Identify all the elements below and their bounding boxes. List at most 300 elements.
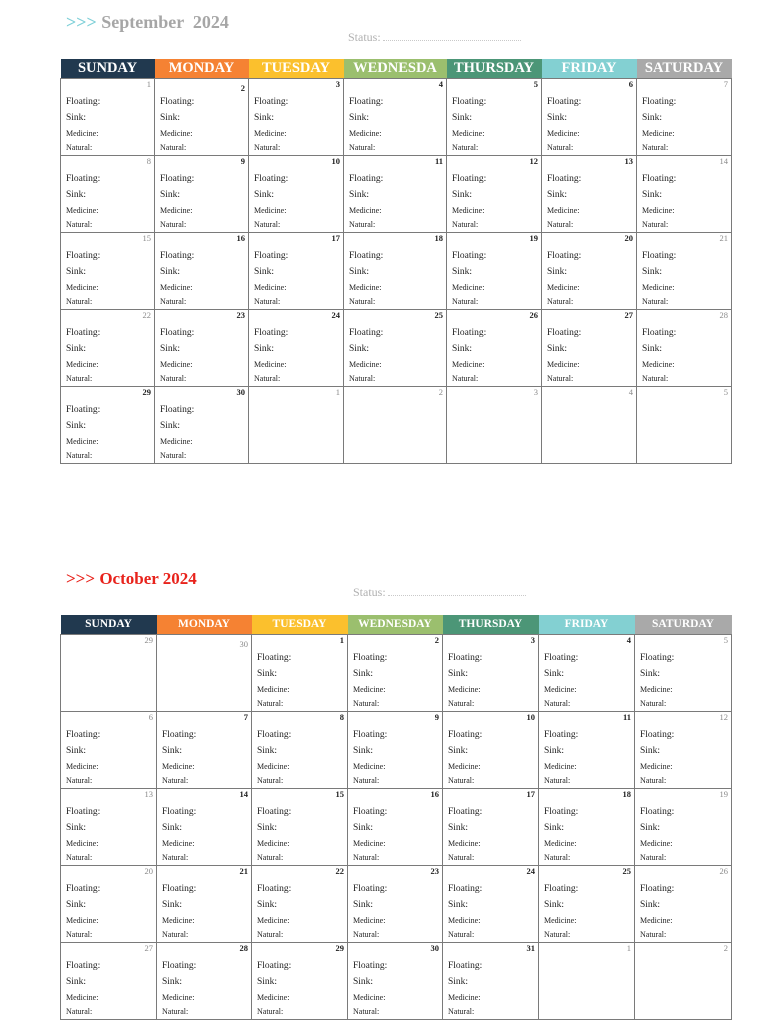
floating-label: Floating: <box>353 884 388 894</box>
medicine-label: Medicine: <box>547 129 580 138</box>
sink-label: Sink: <box>642 344 663 354</box>
day-cell[interactable] <box>447 79 542 156</box>
floating-label: Floating: <box>66 730 101 740</box>
natural-label: Natural: <box>349 143 376 152</box>
day-cell[interactable] <box>637 387 732 464</box>
day-cell[interactable] <box>637 310 732 387</box>
sink-label: Sink: <box>349 113 370 123</box>
floating-label: Floating: <box>349 328 384 338</box>
natural-label: Natural: <box>448 930 475 939</box>
natural-label: Natural: <box>66 853 93 862</box>
day-cell[interactable] <box>252 712 348 789</box>
day-cell[interactable] <box>539 943 635 1020</box>
day-cell[interactable] <box>635 635 732 712</box>
day-number: 28 <box>719 310 728 320</box>
week-row <box>61 310 732 387</box>
day-number: 16 <box>236 233 245 243</box>
september-arrows: >>> <box>66 12 97 32</box>
day-cell[interactable] <box>157 866 252 943</box>
day-number: 21 <box>239 866 248 876</box>
day-cell[interactable] <box>157 789 252 866</box>
day-cell[interactable] <box>252 789 348 866</box>
day-cell[interactable] <box>539 789 635 866</box>
natural-label: Natural: <box>162 1007 189 1016</box>
day-number: 6 <box>148 712 153 722</box>
day-cell[interactable] <box>637 233 732 310</box>
day-cell[interactable] <box>61 712 157 789</box>
day-cell[interactable] <box>443 635 539 712</box>
day-cell[interactable] <box>252 866 348 943</box>
floating-label: Floating: <box>66 884 101 894</box>
sink-label: Sink: <box>254 267 275 277</box>
floating-label: Floating: <box>254 251 289 261</box>
floating-label: Floating: <box>66 405 101 415</box>
day-cell[interactable] <box>249 233 344 310</box>
day-number: 2 <box>240 83 245 93</box>
day-cell[interactable] <box>249 387 344 464</box>
week-row <box>61 79 732 156</box>
floating-label: Floating: <box>162 961 197 971</box>
day-cell[interactable] <box>348 635 443 712</box>
floating-label: Floating: <box>353 653 388 663</box>
floating-label: Floating: <box>544 884 579 894</box>
september-status[interactable] <box>348 30 521 45</box>
medicine-label: Medicine: <box>66 839 99 848</box>
day-cell[interactable] <box>249 310 344 387</box>
day-cell[interactable] <box>539 635 635 712</box>
september-header-wednesday: WEDNESDA <box>344 59 447 79</box>
day-cell[interactable] <box>447 387 542 464</box>
medicine-label: Medicine: <box>66 206 99 215</box>
medicine-label: Medicine: <box>257 685 290 694</box>
medicine-label: Medicine: <box>547 283 580 292</box>
medicine-label: Medicine: <box>544 762 577 771</box>
day-cell[interactable] <box>61 943 157 1020</box>
september-header-monday: MONDAY <box>155 59 249 79</box>
medicine-label: Medicine: <box>66 360 99 369</box>
day-cell[interactable] <box>542 156 637 233</box>
day-number: 19 <box>529 233 538 243</box>
sink-label: Sink: <box>353 977 374 987</box>
natural-label: Natural: <box>66 374 93 383</box>
natural-label: Natural: <box>66 1007 93 1016</box>
day-cell[interactable] <box>61 156 155 233</box>
day-cell[interactable] <box>249 156 344 233</box>
floating-label: Floating: <box>257 807 292 817</box>
natural-label: Natural: <box>452 297 479 306</box>
day-number: 9 <box>240 156 245 166</box>
medicine-label: Medicine: <box>353 839 386 848</box>
day-cell[interactable] <box>155 233 249 310</box>
medicine-label: Medicine: <box>642 360 675 369</box>
day-cell[interactable] <box>344 387 447 464</box>
medicine-label: Medicine: <box>353 916 386 925</box>
day-number: 10 <box>526 712 535 722</box>
medicine-label: Medicine: <box>162 839 195 848</box>
day-number: 4 <box>626 635 631 645</box>
day-number: 10 <box>331 156 340 166</box>
day-cell[interactable] <box>443 789 539 866</box>
floating-label: Floating: <box>160 328 195 338</box>
sink-label: Sink: <box>160 267 181 277</box>
sink-label: Sink: <box>66 977 87 987</box>
october-status-line <box>388 586 526 596</box>
day-cell[interactable] <box>348 789 443 866</box>
sink-label: Sink: <box>448 746 469 756</box>
natural-label: Natural: <box>547 220 574 229</box>
natural-label: Natural: <box>640 699 667 708</box>
day-cell[interactable] <box>155 156 249 233</box>
day-cell[interactable] <box>348 866 443 943</box>
medicine-label: Medicine: <box>452 206 485 215</box>
sink-label: Sink: <box>547 267 568 277</box>
sink-label: Sink: <box>452 113 473 123</box>
day-number: 30 <box>236 387 245 397</box>
day-cell[interactable] <box>637 79 732 156</box>
natural-label: Natural: <box>452 374 479 383</box>
september-calendar <box>60 59 732 464</box>
day-number: 7 <box>723 79 728 89</box>
natural-label: Natural: <box>448 699 475 708</box>
natural-label: Natural: <box>160 451 187 460</box>
medicine-label: Medicine: <box>257 839 290 848</box>
medicine-label: Medicine: <box>254 129 287 138</box>
natural-label: Natural: <box>160 297 187 306</box>
floating-label: Floating: <box>452 174 487 184</box>
sink-label: Sink: <box>254 344 275 354</box>
floating-label: Floating: <box>642 97 677 107</box>
october-header-thursday: THURSDAY <box>443 615 539 635</box>
medicine-label: Medicine: <box>160 360 193 369</box>
medicine-label: Medicine: <box>353 762 386 771</box>
day-cell[interactable] <box>61 310 155 387</box>
day-number: 20 <box>624 233 633 243</box>
september-header-sunday: SUNDAY <box>61 59 155 79</box>
floating-label: Floating: <box>66 97 101 107</box>
natural-label: Natural: <box>642 374 669 383</box>
september-header-saturday: SATURDAY <box>637 59 732 79</box>
day-cell[interactable] <box>155 310 249 387</box>
natural-label: Natural: <box>160 220 187 229</box>
sink-label: Sink: <box>349 344 370 354</box>
medicine-label: Medicine: <box>353 993 386 1002</box>
floating-label: Floating: <box>353 730 388 740</box>
medicine-label: Medicine: <box>349 129 382 138</box>
floating-label: Floating: <box>547 251 582 261</box>
sink-label: Sink: <box>66 421 87 431</box>
week-row <box>61 789 732 866</box>
week-row <box>61 387 732 464</box>
medicine-label: Medicine: <box>66 129 99 138</box>
day-number: 15 <box>142 233 151 243</box>
day-number: 18 <box>434 233 443 243</box>
day-number: 1 <box>626 943 631 953</box>
day-cell[interactable] <box>443 712 539 789</box>
medicine-label: Medicine: <box>66 993 99 1002</box>
natural-label: Natural: <box>257 853 284 862</box>
floating-label: Floating: <box>254 174 289 184</box>
day-number: 24 <box>526 866 535 876</box>
day-cell[interactable] <box>542 233 637 310</box>
day-cell[interactable] <box>539 712 635 789</box>
day-number: 27 <box>624 310 633 320</box>
day-cell[interactable] <box>61 789 157 866</box>
day-cell[interactable] <box>635 943 732 1020</box>
natural-label: Natural: <box>640 853 667 862</box>
medicine-label: Medicine: <box>257 916 290 925</box>
day-cell[interactable] <box>443 866 539 943</box>
day-cell[interactable] <box>252 943 348 1020</box>
day-number: 28 <box>239 943 248 953</box>
natural-label: Natural: <box>353 930 380 939</box>
day-cell[interactable] <box>155 79 249 156</box>
floating-label: Floating: <box>642 251 677 261</box>
natural-label: Natural: <box>452 220 479 229</box>
floating-label: Floating: <box>448 730 483 740</box>
october-status[interactable] <box>353 585 526 600</box>
floating-label: Floating: <box>547 174 582 184</box>
sink-label: Sink: <box>544 669 565 679</box>
day-number: 14 <box>719 156 728 166</box>
sink-label: Sink: <box>257 669 278 679</box>
floating-label: Floating: <box>254 328 289 338</box>
natural-label: Natural: <box>452 143 479 152</box>
floating-label: Floating: <box>160 174 195 184</box>
day-number: 16 <box>430 789 439 799</box>
floating-label: Floating: <box>160 251 195 261</box>
day-cell[interactable] <box>61 233 155 310</box>
day-number: 4 <box>628 387 633 397</box>
september-header-row <box>61 59 732 79</box>
floating-label: Floating: <box>257 730 292 740</box>
october-header-tuesday: TUESDAY <box>252 615 348 635</box>
medicine-label: Medicine: <box>448 993 481 1002</box>
day-cell[interactable] <box>157 635 252 712</box>
day-cell[interactable] <box>348 943 443 1020</box>
day-cell[interactable] <box>542 79 637 156</box>
natural-label: Natural: <box>640 776 667 785</box>
floating-label: Floating: <box>162 884 197 894</box>
sink-label: Sink: <box>642 267 663 277</box>
day-number: 2 <box>434 635 439 645</box>
october-header-wednesday: WEDNESDAY <box>348 615 443 635</box>
sink-label: Sink: <box>66 113 87 123</box>
day-cell[interactable] <box>155 387 249 464</box>
sink-label: Sink: <box>66 344 87 354</box>
floating-label: Floating: <box>640 884 675 894</box>
day-number: 1 <box>335 387 340 397</box>
day-cell[interactable] <box>542 310 637 387</box>
day-number: 23 <box>236 310 245 320</box>
sink-label: Sink: <box>353 746 374 756</box>
sink-label: Sink: <box>257 746 278 756</box>
day-cell[interactable] <box>249 79 344 156</box>
day-cell[interactable] <box>157 712 252 789</box>
day-number: 13 <box>624 156 633 166</box>
natural-label: Natural: <box>353 853 380 862</box>
day-cell[interactable] <box>447 156 542 233</box>
floating-label: Floating: <box>254 97 289 107</box>
natural-label: Natural: <box>547 374 574 383</box>
floating-label: Floating: <box>544 653 579 663</box>
sink-label: Sink: <box>353 823 374 833</box>
day-cell[interactable] <box>539 866 635 943</box>
october-title <box>66 569 197 589</box>
medicine-label: Medicine: <box>640 685 673 694</box>
day-cell[interactable] <box>447 233 542 310</box>
october-header-friday: FRIDAY <box>539 615 635 635</box>
floating-label: Floating: <box>353 807 388 817</box>
day-cell[interactable] <box>61 635 157 712</box>
sink-label: Sink: <box>254 190 275 200</box>
natural-label: Natural: <box>544 699 571 708</box>
day-number: 17 <box>526 789 535 799</box>
day-number: 26 <box>719 866 728 876</box>
medicine-label: Medicine: <box>257 762 290 771</box>
day-number: 5 <box>723 387 728 397</box>
natural-label: Natural: <box>66 930 93 939</box>
floating-label: Floating: <box>257 961 292 971</box>
day-cell[interactable] <box>61 866 157 943</box>
sink-label: Sink: <box>448 823 469 833</box>
natural-label: Natural: <box>66 220 93 229</box>
day-cell[interactable] <box>443 943 539 1020</box>
medicine-label: Medicine: <box>349 360 382 369</box>
day-number: 24 <box>331 310 340 320</box>
day-cell[interactable] <box>252 635 348 712</box>
medicine-label: Medicine: <box>254 283 287 292</box>
sink-label: Sink: <box>640 900 661 910</box>
floating-label: Floating: <box>66 961 101 971</box>
october-title-text: October 2024 <box>99 569 197 588</box>
day-number: 6 <box>628 79 633 89</box>
day-number: 5 <box>723 635 728 645</box>
day-cell[interactable] <box>635 866 732 943</box>
medicine-label: Medicine: <box>544 685 577 694</box>
day-cell[interactable] <box>348 712 443 789</box>
natural-label: Natural: <box>257 930 284 939</box>
september-header-friday: FRIDAY <box>542 59 637 79</box>
day-number: 1 <box>339 635 344 645</box>
floating-label: Floating: <box>66 807 101 817</box>
september-header-thursday: THURSDAY <box>447 59 542 79</box>
medicine-label: Medicine: <box>162 762 195 771</box>
natural-label: Natural: <box>642 297 669 306</box>
natural-label: Natural: <box>349 220 376 229</box>
floating-label: Floating: <box>162 730 197 740</box>
medicine-label: Medicine: <box>642 283 675 292</box>
day-cell[interactable] <box>344 156 447 233</box>
day-cell[interactable] <box>635 789 732 866</box>
day-number: 8 <box>339 712 344 722</box>
sink-label: Sink: <box>547 113 568 123</box>
day-number: 26 <box>529 310 538 320</box>
day-cell[interactable] <box>157 943 252 1020</box>
medicine-label: Medicine: <box>452 283 485 292</box>
sink-label: Sink: <box>257 823 278 833</box>
natural-label: Natural: <box>160 143 187 152</box>
day-number: 7 <box>243 712 248 722</box>
natural-label: Natural: <box>257 699 284 708</box>
natural-label: Natural: <box>66 143 93 152</box>
floating-label: Floating: <box>448 884 483 894</box>
day-cell[interactable] <box>61 79 155 156</box>
floating-label: Floating: <box>160 97 195 107</box>
medicine-label: Medicine: <box>642 206 675 215</box>
natural-label: Natural: <box>254 297 281 306</box>
sink-label: Sink: <box>640 746 661 756</box>
natural-label: Natural: <box>162 930 189 939</box>
medicine-label: Medicine: <box>257 993 290 1002</box>
natural-label: Natural: <box>547 297 574 306</box>
natural-label: Natural: <box>349 297 376 306</box>
day-cell[interactable] <box>635 712 732 789</box>
natural-label: Natural: <box>544 853 571 862</box>
sink-label: Sink: <box>66 190 87 200</box>
day-number: 3 <box>533 387 538 397</box>
day-number: 2 <box>723 943 728 953</box>
day-cell[interactable] <box>61 387 155 464</box>
day-number: 9 <box>434 712 439 722</box>
medicine-label: Medicine: <box>640 839 673 848</box>
day-number: 4 <box>438 79 443 89</box>
september-header-tuesday: TUESDAY <box>249 59 344 79</box>
medicine-label: Medicine: <box>642 129 675 138</box>
day-cell[interactable] <box>542 387 637 464</box>
day-cell[interactable] <box>344 79 447 156</box>
medicine-label: Medicine: <box>160 129 193 138</box>
day-cell[interactable] <box>344 233 447 310</box>
natural-label: Natural: <box>160 374 187 383</box>
floating-label: Floating: <box>642 174 677 184</box>
medicine-label: Medicine: <box>66 283 99 292</box>
sink-label: Sink: <box>544 823 565 833</box>
day-cell[interactable] <box>637 156 732 233</box>
floating-label: Floating: <box>349 174 384 184</box>
sink-label: Sink: <box>66 267 87 277</box>
october-header-row <box>61 615 732 635</box>
sink-label: Sink: <box>162 977 183 987</box>
day-number: 21 <box>719 233 728 243</box>
sink-label: Sink: <box>349 267 370 277</box>
day-number: 19 <box>719 789 728 799</box>
medicine-label: Medicine: <box>66 916 99 925</box>
natural-label: Natural: <box>162 853 189 862</box>
natural-label: Natural: <box>642 220 669 229</box>
sink-label: Sink: <box>160 344 181 354</box>
day-number: 11 <box>434 156 443 166</box>
week-row <box>61 156 732 233</box>
medicine-label: Medicine: <box>640 762 673 771</box>
floating-label: Floating: <box>448 653 483 663</box>
day-cell[interactable] <box>447 310 542 387</box>
week-row <box>61 233 732 310</box>
day-number: 31 <box>526 943 535 953</box>
floating-label: Floating: <box>452 328 487 338</box>
sink-label: Sink: <box>353 900 374 910</box>
day-number: 2 <box>438 387 443 397</box>
natural-label: Natural: <box>254 220 281 229</box>
sink-label: Sink: <box>544 900 565 910</box>
medicine-label: Medicine: <box>349 206 382 215</box>
september-title <box>66 12 229 33</box>
floating-label: Floating: <box>66 251 101 261</box>
floating-label: Floating: <box>640 730 675 740</box>
day-number: 14 <box>239 789 248 799</box>
sink-label: Sink: <box>66 900 87 910</box>
sink-label: Sink: <box>257 900 278 910</box>
day-cell[interactable] <box>344 310 447 387</box>
